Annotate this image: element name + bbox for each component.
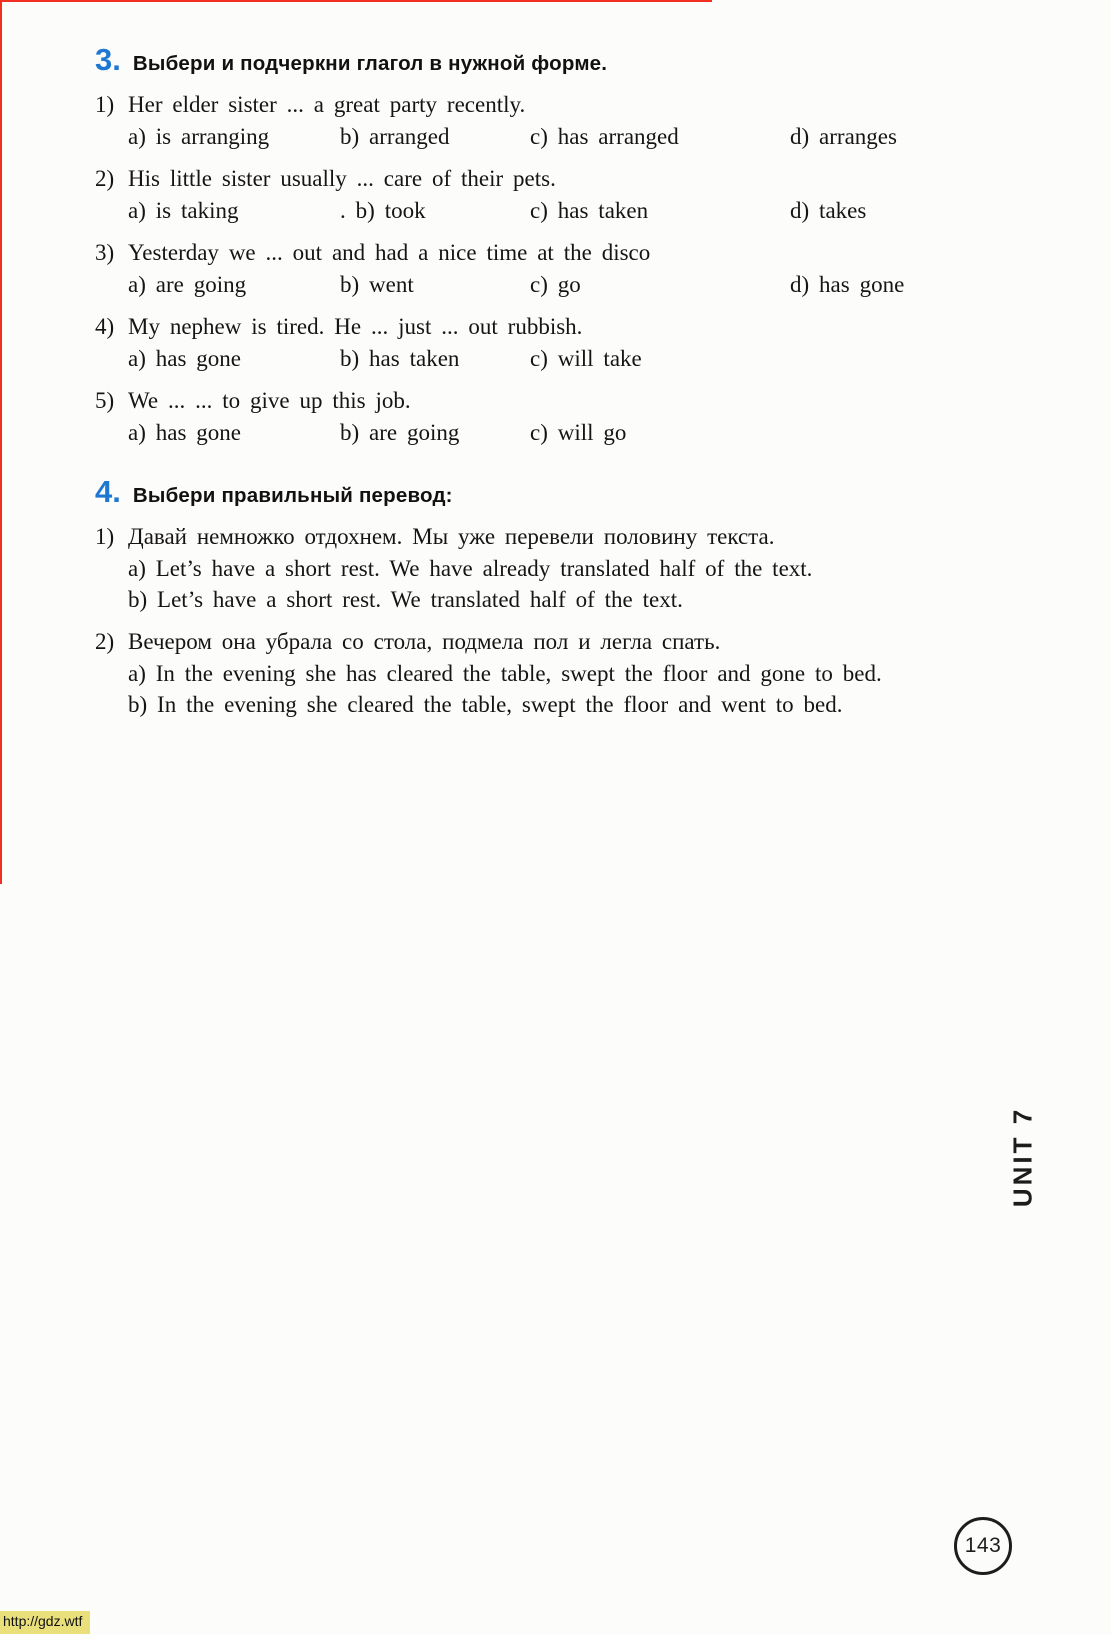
option-a: a) Let’s have a short rest. We have already translated half of the text. [128,556,813,581]
exercise-4-header [95,476,1045,508]
option-c: c) has taken [530,198,649,223]
question-text [95,90,1045,120]
option-a: a) In the evening she has cleared the table, swept the floor and gone to bed. [128,661,882,686]
question-number: 5) [95,388,115,413]
option-c: c) will go [530,420,627,445]
exercise-3-question-5 [95,386,1045,448]
question-number: 4) [95,314,115,339]
option-b: b) has taken [340,346,460,371]
option-b: b) Let’s have a short rest. We translated half of the text. [128,587,683,612]
exercise-4-title: Выбери правильный перевод: [132,484,453,507]
option-c: c) has arranged [530,124,679,149]
option-b: b) In the evening she cleared the table, swept the floor and went to bed. [128,692,843,717]
exercise-3-header [95,44,1045,76]
question-text [95,386,1045,416]
page-number-badge [954,1517,1012,1575]
option-d: d) has gone [790,272,905,297]
question-sentence: My nephew is tired. He ... just ... out rubbish. [128,314,583,339]
option-b: b) are going [340,420,460,445]
question-number: 3) [95,240,115,265]
question-text [95,238,1045,268]
option-a: a) are going [128,272,247,297]
exercise-3-question-2 [95,164,1045,226]
option-c: c) go [530,272,581,297]
exercise-3-question-1 [95,90,1045,152]
source-url-link[interactable]: http://gdz.wtf [0,1611,90,1634]
option-d: d) takes [790,198,867,223]
question-sentence: Вечером она убрала со стола, подмела пол и легла спать. [128,629,721,654]
question-text [95,627,1045,657]
options-row [128,418,1045,448]
page-number: 143 [964,1534,1002,1557]
option-d: d) arranges [790,124,897,149]
unit-tab-label: UNIT 7 [1007,1106,1038,1208]
question-sentence: His little sister usually ... care of their pets. [128,166,556,191]
option-b: b) arranged [340,124,450,149]
question-text [95,164,1045,194]
exercise-3-number: 3. [95,42,121,77]
options-block [128,553,1045,615]
exercise-4-number: 4. [95,474,121,509]
question-sentence: Yesterday we ... out and had a nice time at the disco [128,240,651,265]
options-row [128,196,1045,226]
options-row [128,122,1045,152]
question-number: 1) [95,92,115,117]
option-b: . b) took [340,198,426,223]
question-sentence: Her elder sister ... a great party recently. [128,92,526,117]
question-text [95,522,1045,552]
option-a: a) has gone [128,420,242,445]
page-edge-mark-top [0,0,712,2]
option-a: a) has gone [128,346,242,371]
page-content [95,44,1045,732]
question-number: 2) [95,166,115,191]
exercise-3-question-4 [95,312,1045,374]
option-a: a) is arranging [128,124,270,149]
options-row [128,344,1045,374]
question-sentence: Давай немножко отдохнем. Мы уже перевели половину текста. [128,524,775,549]
exercise-3-title: Выбери и подчеркни глагол в нужной форме. [132,52,608,75]
question-number: 1) [95,524,115,549]
question-number: 2) [95,629,115,654]
page-edge-mark-left [0,0,2,884]
options-block [128,658,1045,720]
question-sentence: We ... ... to give up this job. [128,388,411,413]
exercise-4-question-1 [95,522,1045,615]
option-b: b) went [340,272,414,297]
option-c: c) will take [530,346,642,371]
option-a: a) is taking [128,198,239,223]
exercise-4-question-2 [95,627,1045,720]
question-text [95,312,1045,342]
exercise-3-question-3 [95,238,1045,300]
options-row [128,270,1045,300]
